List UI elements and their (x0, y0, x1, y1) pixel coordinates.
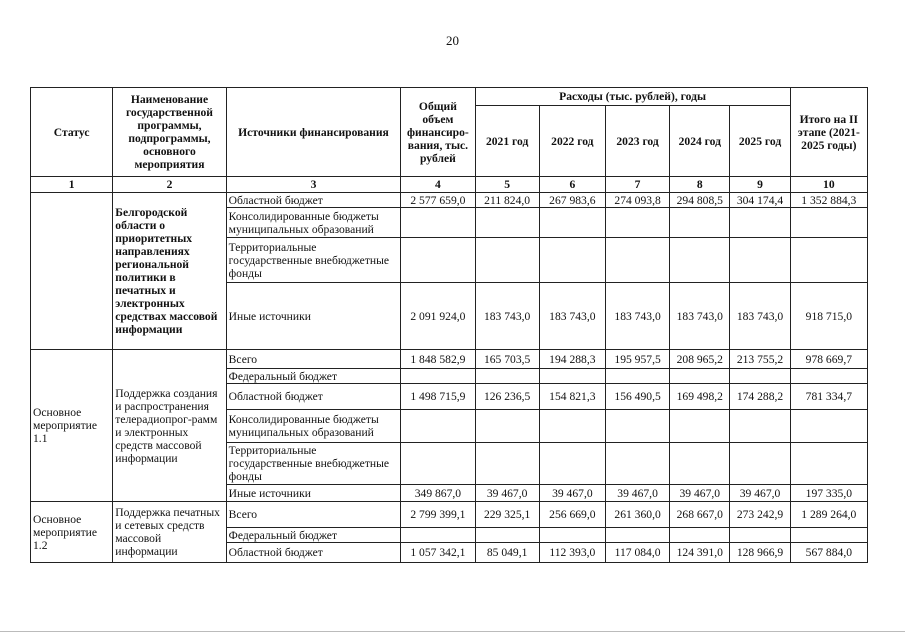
amount-cell (539, 208, 605, 238)
amount-cell: 294 808,5 (670, 193, 730, 208)
amount-cell: 208 965,2 (670, 350, 730, 369)
amount-cell: 183 743,0 (730, 283, 790, 350)
amount-cell: 1 848 582,9 (401, 350, 475, 369)
amount-cell: 126 236,5 (475, 384, 539, 410)
header-year: 2022 год (539, 106, 605, 177)
amount-cell: 39 467,0 (539, 485, 605, 502)
amount-cell (539, 369, 605, 384)
amount-cell (401, 410, 475, 443)
financing-table (30, 87, 868, 563)
table-row (31, 502, 868, 528)
amount-cell: 349 867,0 (401, 485, 475, 502)
header-status: Статус (31, 88, 113, 177)
status-cell: Основное мероприятие 1.2 (31, 502, 113, 563)
amount-cell: 183 743,0 (605, 283, 669, 350)
amount-cell: 156 490,5 (605, 384, 669, 410)
amount-cell: 268 667,0 (670, 502, 730, 528)
column-number: 7 (605, 177, 669, 193)
amount-cell: 39 467,0 (475, 485, 539, 502)
column-number: 3 (226, 177, 401, 193)
header-total: Общий объем финансиро-вания, тыс. рублей (401, 88, 475, 177)
amount-cell (670, 238, 730, 283)
funding-source-cell: Иные источники (226, 485, 401, 502)
amount-cell: 195 957,5 (605, 350, 669, 369)
amount-cell: 183 743,0 (670, 283, 730, 350)
amount-cell (605, 208, 669, 238)
amount-cell: 1 057 342,1 (401, 543, 475, 563)
header-sources: Источники финансирования (226, 88, 401, 177)
amount-cell (401, 369, 475, 384)
amount-cell: 183 743,0 (539, 283, 605, 350)
amount-cell (401, 528, 475, 543)
header-stage-total: Итого на II этапе (2021-2025 годы) (790, 88, 867, 177)
amount-cell (539, 410, 605, 443)
amount-cell: 39 467,0 (670, 485, 730, 502)
amount-cell (539, 528, 605, 543)
amount-cell: 165 703,5 (475, 350, 539, 369)
amount-cell (670, 369, 730, 384)
amount-cell: 211 824,0 (475, 193, 539, 208)
funding-source-cell: Областной бюджет (226, 543, 401, 563)
amount-cell: 213 755,2 (730, 350, 790, 369)
program-name-cell: Поддержка создания и распространения телерадиопрог-рамм и электронных средств массовой информации (113, 350, 226, 502)
page-number: 20 (446, 33, 459, 48)
amount-cell: 229 325,1 (475, 502, 539, 528)
funding-source-cell: Консолидированные бюджеты муниципальных образований (226, 410, 401, 443)
amount-cell (670, 208, 730, 238)
amount-cell: 256 669,0 (539, 502, 605, 528)
status-cell (31, 193, 113, 350)
table-row (31, 193, 868, 208)
column-number: 8 (670, 177, 730, 193)
funding-source-cell: Консолидированные бюджеты муниципальных образований (226, 208, 401, 238)
status-cell: Основное мероприятие 1.1 (31, 350, 113, 502)
header-expenses: Расходы (тыс. рублей), годы (475, 88, 790, 106)
amount-cell (790, 369, 867, 384)
column-number: 5 (475, 177, 539, 193)
header-year: 2025 год (730, 106, 790, 177)
column-number-row (31, 177, 868, 193)
amount-cell: 567 884,0 (790, 543, 867, 563)
header-year: 2021 год (475, 106, 539, 177)
amount-cell (605, 443, 669, 485)
amount-cell (539, 443, 605, 485)
column-number: 9 (730, 177, 790, 193)
funding-source-cell: Федеральный бюджет (226, 369, 401, 384)
header-year: 2023 год (605, 106, 669, 177)
amount-cell (475, 443, 539, 485)
amount-cell (475, 410, 539, 443)
amount-cell: 304 174,4 (730, 193, 790, 208)
program-name-cell: Белгородской области о приоритетных направлениях региональной политики в печатных и электронных средствах массовой информации (113, 193, 226, 350)
amount-cell: 2 799 399,1 (401, 502, 475, 528)
amount-cell: 1 289 264,0 (790, 502, 867, 528)
amount-cell (475, 528, 539, 543)
table-row (31, 350, 868, 369)
amount-cell: 197 335,0 (790, 485, 867, 502)
amount-cell (730, 410, 790, 443)
amount-cell (730, 238, 790, 283)
amount-cell: 169 498,2 (670, 384, 730, 410)
amount-cell (670, 410, 730, 443)
funding-source-cell: Территориальные государственные внебюджетные фонды (226, 238, 401, 283)
amount-cell: 1 352 884,3 (790, 193, 867, 208)
amount-cell (670, 528, 730, 543)
amount-cell: 194 288,3 (539, 350, 605, 369)
amount-cell (730, 369, 790, 384)
amount-cell: 274 093,8 (605, 193, 669, 208)
amount-cell (670, 443, 730, 485)
amount-cell (605, 238, 669, 283)
amount-cell (475, 369, 539, 384)
amount-cell (605, 410, 669, 443)
amount-cell (401, 238, 475, 283)
funding-source-cell: Федеральный бюджет (226, 528, 401, 543)
amount-cell (730, 443, 790, 485)
funding-source-cell: Территориальные государственные внебюджетные фонды (226, 443, 401, 485)
amount-cell: 128 966,9 (730, 543, 790, 563)
amount-cell: 2 577 659,0 (401, 193, 475, 208)
amount-cell: 85 049,1 (475, 543, 539, 563)
amount-cell: 2 091 924,0 (401, 283, 475, 350)
column-number: 10 (790, 177, 867, 193)
column-number: 6 (539, 177, 605, 193)
amount-cell: 978 669,7 (790, 350, 867, 369)
amount-cell: 273 242,9 (730, 502, 790, 528)
amount-cell: 918 715,0 (790, 283, 867, 350)
amount-cell (790, 443, 867, 485)
amount-cell (401, 443, 475, 485)
amount-cell (790, 208, 867, 238)
page-edge-line (0, 631, 905, 632)
funding-source-cell: Всего (226, 502, 401, 528)
amount-cell (475, 208, 539, 238)
amount-cell (790, 238, 867, 283)
column-number: 1 (31, 177, 113, 193)
amount-cell: 39 467,0 (730, 485, 790, 502)
amount-cell (730, 528, 790, 543)
amount-cell (790, 528, 867, 543)
column-number: 4 (401, 177, 475, 193)
table-header (31, 88, 868, 193)
amount-cell (730, 208, 790, 238)
funding-source-cell: Областной бюджет (226, 193, 401, 208)
amount-cell (475, 238, 539, 283)
column-number: 2 (113, 177, 226, 193)
amount-cell: 267 983,6 (539, 193, 605, 208)
funding-source-cell: Областной бюджет (226, 384, 401, 410)
amount-cell (790, 410, 867, 443)
header-year: 2024 год (670, 106, 730, 177)
amount-cell: 781 334,7 (790, 384, 867, 410)
amount-cell (605, 528, 669, 543)
amount-cell: 112 393,0 (539, 543, 605, 563)
table-body (31, 193, 868, 563)
amount-cell: 39 467,0 (605, 485, 669, 502)
amount-cell: 1 498 715,9 (401, 384, 475, 410)
amount-cell: 174 288,2 (730, 384, 790, 410)
funding-source-cell: Всего (226, 350, 401, 369)
amount-cell: 117 084,0 (605, 543, 669, 563)
amount-cell (605, 369, 669, 384)
funding-source-cell: Иные источники (226, 283, 401, 350)
amount-cell (401, 208, 475, 238)
amount-cell: 154 821,3 (539, 384, 605, 410)
header-name: Наименование государственной программы, подпрограммы, основного мероприятия (113, 88, 226, 177)
amount-cell: 124 391,0 (670, 543, 730, 563)
amount-cell (539, 238, 605, 283)
amount-cell: 183 743,0 (475, 283, 539, 350)
amount-cell: 261 360,0 (605, 502, 669, 528)
program-name-cell: Поддержка печатных и сетевых средств массовой информации (113, 502, 226, 563)
